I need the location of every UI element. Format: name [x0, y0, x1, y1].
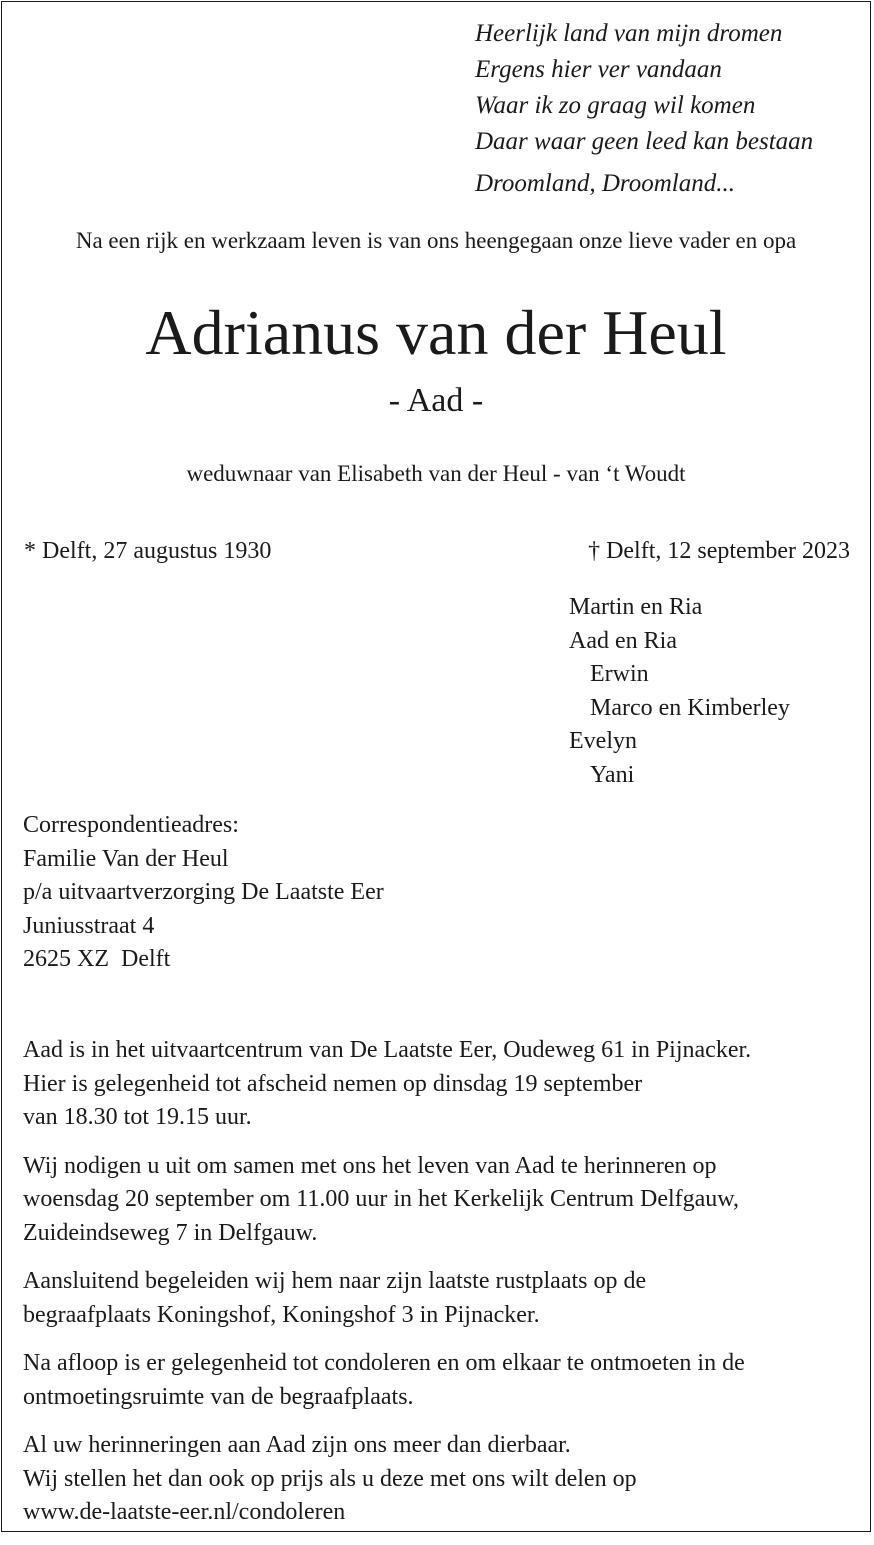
info-line: Al uw herinneringen aan Aad zijn ons meer dan dierbaar.	[23, 1432, 571, 1458]
deceased-nickname: - Aad -	[388, 382, 484, 419]
info-line: begraafplaats Koningshof, Koningshof 3 in Pijnacker.	[23, 1301, 540, 1328]
address-line: 2625 XZ Delft	[23, 946, 171, 972]
poem-line: Ergens hier ver vandaan	[475, 56, 722, 83]
address-line: Juniusstraat 4	[23, 912, 155, 939]
info-line: Aad is in het uitvaartcentrum van De Laatste Eer, Oudeweg 61 in Pijnacker.	[23, 1037, 752, 1063]
correspondence-address	[23, 809, 384, 977]
condolence-link[interactable]: www.de-laatste-eer.nl/condoleren	[23, 1499, 346, 1525]
widower-line: weduwnaar van Elisabeth van der Heul - van ‘t Woudt	[186, 461, 686, 486]
poem	[475, 16, 813, 202]
funeral-info	[23, 1019, 863, 1545]
info-line: Aansluitend begeleiden wij hem naar zijn laatste rustplaats op de	[23, 1268, 647, 1294]
family-list	[569, 591, 790, 792]
info-line: ontmoetingsruimte van de begraafplaats.	[23, 1383, 414, 1410]
family-member: Aad en Ria	[569, 627, 677, 654]
info-line: Na afloop is er gelegenheid tot condoleren en om elkaar te ontmoeten in de	[23, 1350, 745, 1376]
info-line: van 18.30 tot 19.15 uur.	[23, 1104, 252, 1130]
poem-line: Heerlijk land van mijn dromen	[475, 20, 783, 47]
info-line: woensdag 20 september om 11.00 uur in het Kerkelijk Centrum Delfgauw,	[23, 1186, 740, 1212]
family-member: Marco en Kimberley	[590, 694, 790, 721]
family-member: Evelyn	[569, 728, 637, 754]
poem-line: Droomland, Droomland...	[475, 170, 735, 197]
family-member: Erwin	[590, 661, 649, 687]
info-line: Wij nodigen u uit om samen met ons het leven van Aad te herinneren op	[23, 1152, 717, 1179]
poem-line: Waar ik zo graag wil komen	[475, 92, 756, 119]
info-line: Hier is gelegenheid tot afscheid nemen op dinsdag 19 september	[23, 1070, 643, 1097]
poem-line: Daar waar geen leed kan bestaan	[475, 128, 814, 155]
deceased-name: Adrianus van der Heul	[145, 297, 727, 368]
intro-text: Na een rijk en werkzaam leven is van ons heengegaan onze lieve vader en opa	[75, 228, 797, 253]
info-line: Wij stellen het dan ook op prijs als u deze met ons wilt delen op	[23, 1465, 637, 1492]
birth-date: * Delft, 27 augustus 1930	[24, 538, 272, 564]
info-line: Zuideindseweg 7 in Delfgauw.	[23, 1219, 318, 1246]
address-line: p/a uitvaartverzorging De Laatste Eer	[23, 879, 384, 905]
family-member: Martin en Ria	[569, 594, 703, 620]
family-member: Yani	[590, 761, 635, 788]
death-date: † Delft, 12 september 2023	[588, 538, 850, 564]
address-line: Correspondentieadres:	[23, 812, 239, 838]
address-line: Familie Van der Heul	[23, 845, 229, 872]
